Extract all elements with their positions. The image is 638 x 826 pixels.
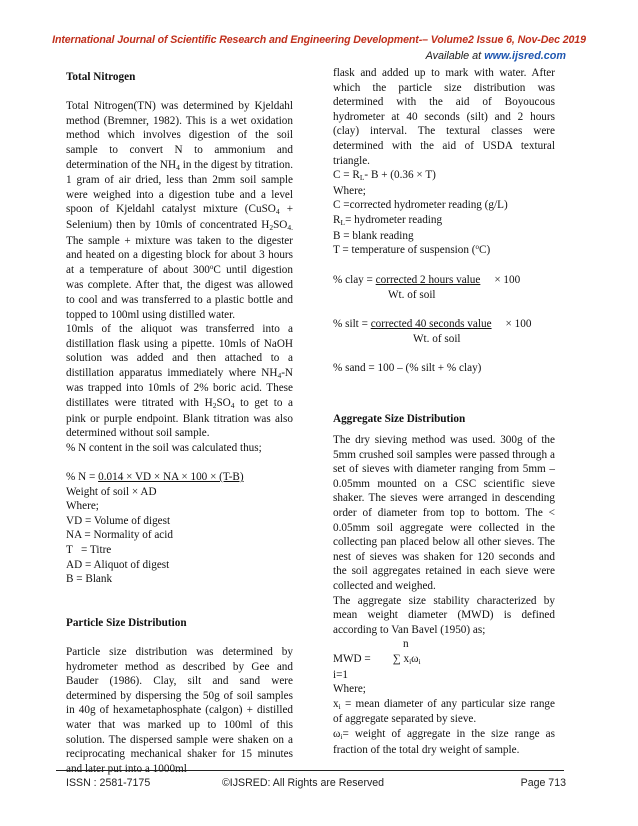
mwd-upper-limit: n bbox=[403, 638, 409, 651]
where-label: Where; bbox=[333, 683, 366, 696]
right-column bbox=[333, 66, 555, 757]
definition-line: NA = Normality of acid bbox=[66, 529, 173, 542]
paragraph-continued: flask and added up to mark with water. After which the particle size distribution was determined with the aid of Boyoucous hydrometer at 40 seconds (silt) and 2 hours (clay) interval. The textural classes were determined with the aid of USDA textural triangle. bbox=[333, 67, 555, 167]
equation-silt: % silt = corrected 40 seconds value × 100 bbox=[333, 318, 532, 331]
definition-line: C =corrected hydrometer reading (g/L) bbox=[333, 199, 508, 212]
definition-line: $\omega_i=$ weight of aggregate in the size range as fraction of the total dry weight of sample. bbox=[333, 727, 555, 756]
definition-line: AD = Aliquot of digest bbox=[66, 558, 170, 571]
equation-corrected-reading: $C = R_L-$ B + (0.36 × T) bbox=[333, 169, 436, 183]
footer-issn: ISSN : 2581-7175 bbox=[66, 777, 151, 789]
footer-divider bbox=[56, 770, 564, 771]
equation-sand: % sand = 100 – (% silt + % clay) bbox=[333, 361, 482, 374]
equation-clay-denominator: Wt. of soil bbox=[388, 288, 436, 301]
heading-particle-size: Particle Size Distribution bbox=[66, 616, 187, 629]
mwd-lower-limit: i=1 bbox=[333, 668, 349, 681]
journal-header: International Journal of Scientific Research and Engineering Development-– Volume2 Issue 6, Nov-Dec 2019 bbox=[52, 34, 586, 46]
paragraph-particle-size: Particle size distribution was determined by hydrometer method as described by Gee and Bauder (1986). Clay, silt and sand were determined by dispersing the 50g of soil samples in 40g of hexametaphosphate (calgon) + distilled water that was marked up to 100ml of this solution. The dispersed sample were shaken on a reciprocating mechanical shaker for 15 minutes and later put into a 1000ml bbox=[66, 645, 293, 775]
journal-url-link[interactable]: www.ijsred.com bbox=[484, 50, 566, 62]
availability-line bbox=[426, 50, 566, 62]
available-prefix: Available at bbox=[425, 50, 485, 62]
footer-page-number: Page 713 bbox=[520, 777, 566, 789]
definition-line: B = blank reading bbox=[333, 229, 414, 242]
equation-nitrogen: % N = 0.014 × VD × NA × 100 × (T-B) bbox=[66, 471, 244, 484]
definition-line: VD = Volume of digest bbox=[66, 514, 171, 527]
paragraph-aggregate-size: The dry sieving method was used. 300g of the 5mm crushed soil samples were passed through a set of sieves with diameter ranging from 5mm – 0.05mm mounted on a CSC scientific sieve shaker. The sieves were arranged in descending order of diameter from top to bottom. The < 0.05mm soil aggregate were collected in the collecting pan placed below all other sieves. The nest of sieves was shaken for 120 seconds and the soil aggregates retained in each sieve were collected and weighed. bbox=[333, 434, 555, 592]
definition-line: $R_L=$ hydrometer reading bbox=[333, 213, 443, 227]
paragraph-total-nitrogen: Total Nitrogen(TN) was determined by Kjeldahl method (Bremner, 1982). This is a wet oxidation method which involves digestion of the soil sample to convert N to ammonium and determination of the $NH_4$ in the digest by titration. 1 gram of air dried, less than 2mm soil sample were weighed into a digestion tube and a level spoon of Kjeldahl catalyst mixture (CuSO$_4$ + Selenium) then by 10mls of concentrated $H_2SO_{4.}$ The sample + mixture was taken to the digester and heated on a digesting block for about 3 hours at a temperature of about 300$^o$C until digestion was complete. After that, the digest was allowed to cool and was transferred to a plastic bottle and topped to 100ml using distilled water. bbox=[66, 100, 294, 321]
definition-line: B = Blank bbox=[66, 573, 113, 586]
footer-rights: ©IJSRED: All Rights are Reserved bbox=[222, 777, 385, 789]
heading-total-nitrogen: Total Nitrogen bbox=[66, 71, 136, 83]
paragraph-mwd: The aggregate size stability characterized by mean weight diameter (MWD) is defined according to Van Bavel (1950) as; bbox=[333, 594, 555, 636]
definition-line: T = Titre bbox=[66, 544, 112, 556]
paragraph-n-content: % N content in the soil was calculated thus; bbox=[66, 441, 262, 454]
equation-mwd: MWD = ∑ $x_i\omega_i$ bbox=[333, 652, 421, 666]
equation-nitrogen-denominator: Weight of soil × AD bbox=[66, 485, 157, 498]
paragraph-distillation: 10mls of the aliquot was transferred into a distillation flask using a pipette. 10mls of NaOH solution was added and then attached to a distillation apparatus immediately where $NH_4-N$ was trapped into 10mls of 2% boric acid. These distillates were titrated with $H_2SO_4$ to get to a pink or purple endpoint. Blank titration was also determined without soil sample. bbox=[66, 323, 293, 440]
left-column bbox=[66, 66, 293, 776]
definition-line: T = temperature of suspension ($^o$C) bbox=[333, 243, 491, 257]
where-label: Where; bbox=[66, 500, 99, 513]
heading-aggregate-size: Aggregate Size Distribution bbox=[333, 413, 466, 426]
where-label: Where; bbox=[333, 184, 366, 197]
equation-silt-denominator: Wt. of soil bbox=[413, 332, 461, 345]
equation-clay: % clay = corrected 2 hours value × 100 bbox=[333, 274, 521, 287]
definition-line: $x_i$ = mean diameter of any particular size range of aggregate separated by sieve. bbox=[333, 697, 555, 726]
